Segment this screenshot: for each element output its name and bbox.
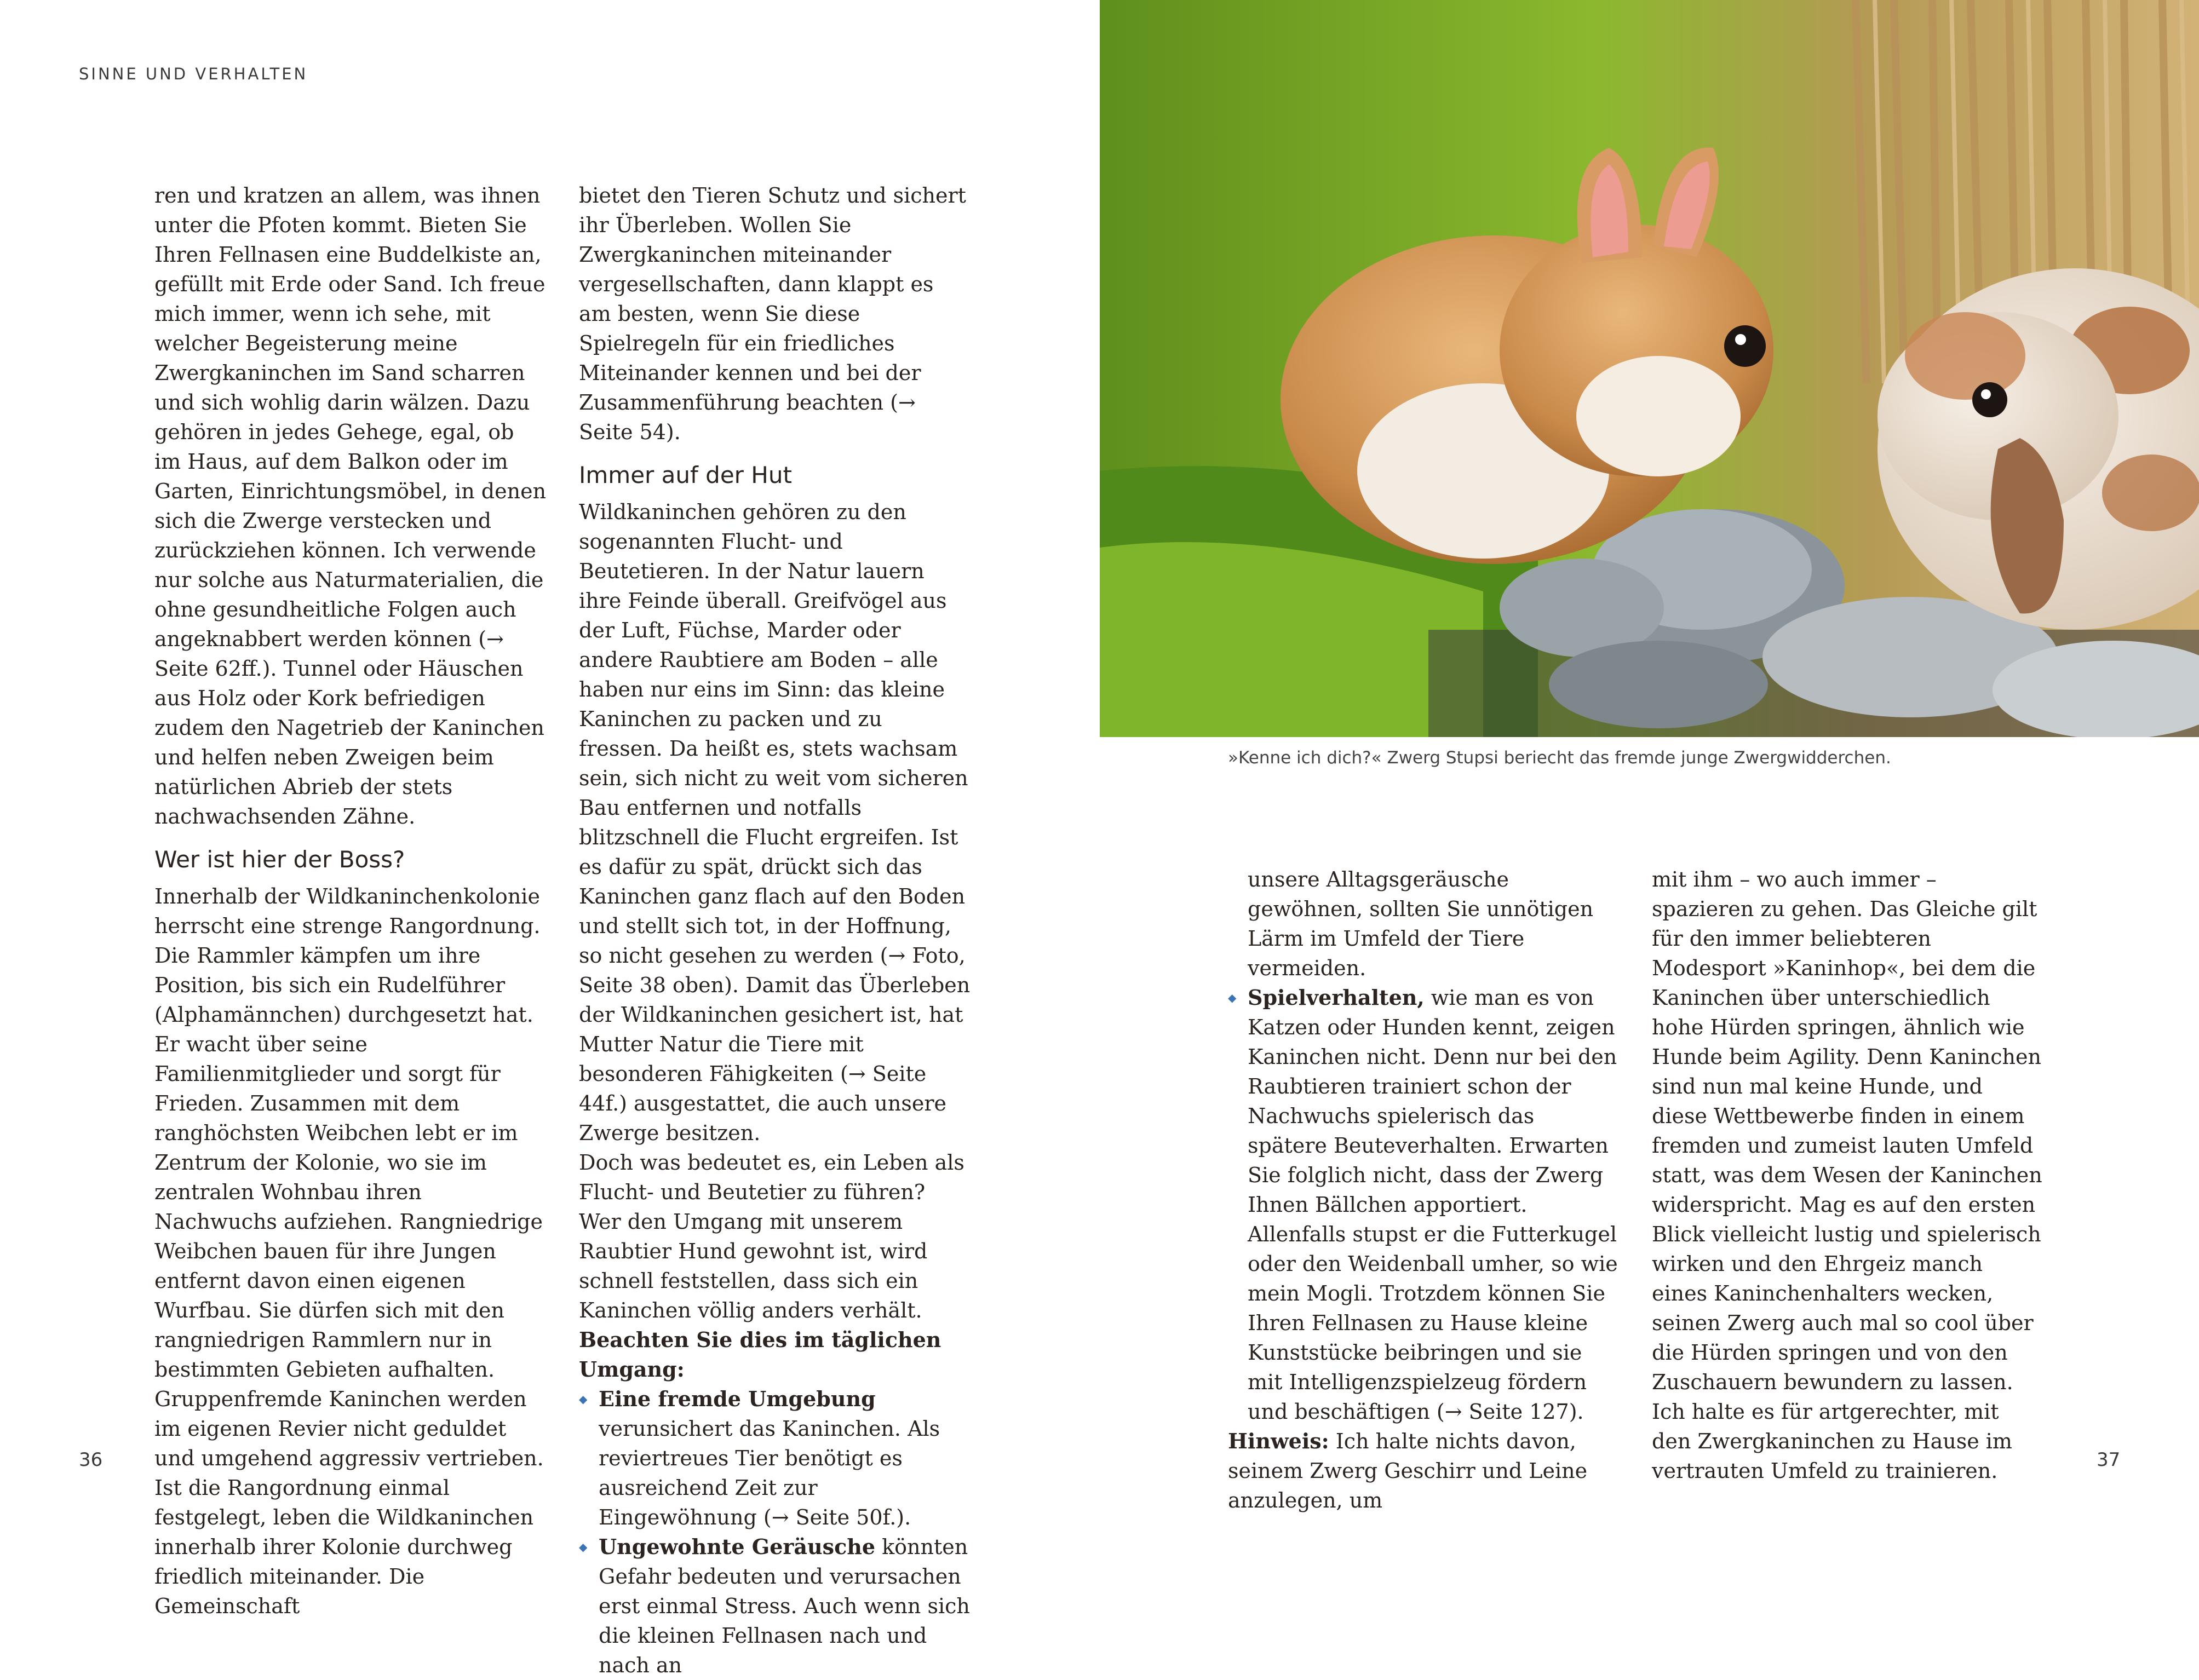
column-3 <box>1228 865 1620 1515</box>
paragraph: Doch was bedeutet es, ein Leben als Flucht- und Beutetier zu führen? Wer den Umgang mit unserem Raubtier Hund gewohnt ist, wird schnell feststellen, dass sich ein Kaninchen völlig anders verhält. <box>579 1150 964 1322</box>
bullet-list <box>1228 865 1620 1426</box>
column-4 <box>1652 865 2044 1486</box>
paragraph: bietet den Tieren Schutz und sichert ihr Überleben. Wollen Sie Zwergkaninchen miteinander vergesellschaften, dann klappt es am besten, wenn Sie diese Spielregeln für ein friedliches Miteinander kennen und bei der Zusammenführung beachten (→ Seite 54). <box>579 183 966 444</box>
paragraph: Wildkaninchen gehören zu den sogenannten Flucht- und Beutetieren. In der Natur lauern ihre Feinde überall. Greifvögel aus der Luft, Füchse, Marder oder andere Raubtiere am Boden – alle haben nur eins im Sinn: das kleine Kaninchen zu packen und zu fressen. Da heißt es, stets wachsam sein, sich nicht zu weit vom sicheren Bau entfernen und notfalls blitzschnell die Flucht ergreifen. Ist es dafür zu spät, drückt sich das Kaninchen ganz flach auf den Boden und stellt sich tot, in der Hoffnung, so nicht gesehen zu werden (→ Foto, Seite 38 oben). Damit das Überleben der Wildkaninchen gesichert ist, hat Mutter Natur die Tiere mit besonderen Fähigkeiten (→ Seite 44f.) ausgestattet, die auch unsere Zwerge besitzen. <box>579 500 971 1145</box>
paragraph: ren und kratzen an allem, was ihnen unter die Pfoten kommt. Bieten Sie Ihren Fellnasen eine Buddelkiste an, gefüllt mit Erde oder Sand. Ich freue mich immer, wenn ich sehe, mit welcher Begeisterung meine Zwergkaninchen im Sand scharren und sich wohlig darin wälzen. Dazu gehören in jedes Gehege, egal, ob im Haus, auf dem Balkon oder im Garten, Einrichtungsmöbel, in denen sich die Zwerge verstecken und zurückziehen können. Ich verwende nur solche aus Naturmaterialien, die ohne gesundheitliche Folgen auch angeknabbert werden können (→ Seite 62ff.). Tunnel oder Häuschen aus Holz oder Kork befriedigen zudem den Nagetrieb der Kaninchen und helfen neben Zweigen beim natürlichen Abrieb der stets nachwachsenden Zähne. <box>154 183 547 829</box>
bullet-text: könnten Gefahr bedeuten und verursachen erst einmal Stress. Auch wenn sich die kleinen Fellnasen nach und nach an <box>599 1535 970 1677</box>
photo-caption: »Kenne ich dich?« Zwerg Stupsi beriecht das fremde junge Zwergwidderchen. <box>1228 748 1891 768</box>
paragraph: mit ihm – wo auch immer – spazieren zu gehen. Das Gleiche gilt für den immer beliebteren Modesport »Kaninhop«, bei dem die Kaninchen über unterschiedlich hohe Hürden springen, ähnlich wie Hunde beim Agility. Denn Kaninchen sind nun mal keine Hunde, und diese Wettbewerbe finden in einem fremden und zumeist lauten Umfeld statt, was dem Wesen der Kaninchen widerspricht. Mag es auf den ersten Blick vielleicht lustig und spielerisch wirken und den Ehrgeiz manch eines Kaninchenhalters wecken, seinen Zwerg auch mal so cool über die Hürden springen und von den Zuschauern bewundern zu lassen. Ich halte es für artgerechter, mit den Zwergkaninchen zu Hause im vertrauten Umfeld zu trainieren. <box>1652 867 2042 1483</box>
paragraph: Innerhalb der Wildkaninchenkolonie herrscht eine strenge Rangordnung. Die Rammler kämpfen um ihre Position, bis sich ein Rudelführer (Alphamännchen) durchgesetzt hat. Er wacht über seine Familienmitglieder und sorgt für Frieden. Zusammen mit dem ranghöchsten Weibchen lebt er im Zentrum der Kolonie, wo sie im zentralen Wohnbau ihren Nachwuchs aufziehen. Rangniedrige Weibchen bauen für ihre Jungen entfernt davon einen eigenen Wurfbau. Sie dürfen sich mit den rangniedrigen Rammlern nur in bestimmten Gebieten aufhalten. Gruppenfremde Kaninchen werden im eigenen Revier nicht geduldet und umgehend aggressiv vertrieben. Ist die Rangordnung einmal festgelegt, leben die Wildkaninchen innerhalb ihrer Kolonie durchweg friedlich miteinander. Die Gemeinschaft <box>154 884 544 1618</box>
bullet-bold: Ungewohnte Geräusche <box>599 1534 876 1559</box>
section-heading: Wer ist hier der Boss? <box>154 846 405 873</box>
column-2 <box>579 181 971 1680</box>
column-1 <box>154 181 547 1621</box>
list-item <box>1228 983 1620 1426</box>
hint-label: Hinweis: <box>1228 1429 1329 1453</box>
bullet-text: verunsichert das Kaninchen. Als reviertreues Tier benötigt es ausreichend Zeit zur Eingewöhnung (→ Seite 50f.). <box>599 1417 940 1529</box>
list-item <box>579 1532 971 1680</box>
bullet-text: wie man es von Katzen oder Hunden kennt, zeigen Kaninchen nicht. Denn nur bei den Raubtieren trainiert schon der Nachwuchs spielerisch das spätere Beuteverhalten. Erwarten Sie folglich nicht, dass der Zwerg Ihnen Bällchen apportiert. Allenfalls stupst er die Futterkugel oder den Weidenball umher, so wie mein Mogli. Trotzdem können Sie Ihren Fellnasen zu Hause kleine Kunststücke beibringen und sie mit Intelligenzspielzeug fördern und beschäftigen (→ Seite 127). <box>1248 986 1618 1424</box>
page-number-right: 37 <box>2097 1449 2121 1471</box>
list-item <box>579 1384 971 1532</box>
section-heading: Immer auf der Hut <box>579 462 792 488</box>
list-item-continued <box>1228 865 1620 983</box>
bullet-list <box>579 1384 971 1680</box>
page-number-left: 36 <box>79 1449 103 1471</box>
rabbit-photo <box>1100 0 2199 737</box>
hint-paragraph <box>1228 1426 1620 1515</box>
hint-text: Ich halte nichts davon, seinem Zwerg Geschirr und Leine anzulegen, um <box>1228 1429 1588 1512</box>
bullet-bold: Spielverhalten, <box>1248 985 1425 1010</box>
lead-line: Beachten Sie dies im täglichen Umgang: <box>579 1327 941 1382</box>
bullet-bold: Eine fremde Umgebung <box>599 1386 876 1411</box>
bullet-text: unsere Alltagsgeräusche gewöhnen, sollten Sie unnötigen Lärm im Umfeld der Tiere vermeiden. <box>1248 867 1594 980</box>
running-head: SINNE UND VERHALTEN <box>79 65 308 83</box>
